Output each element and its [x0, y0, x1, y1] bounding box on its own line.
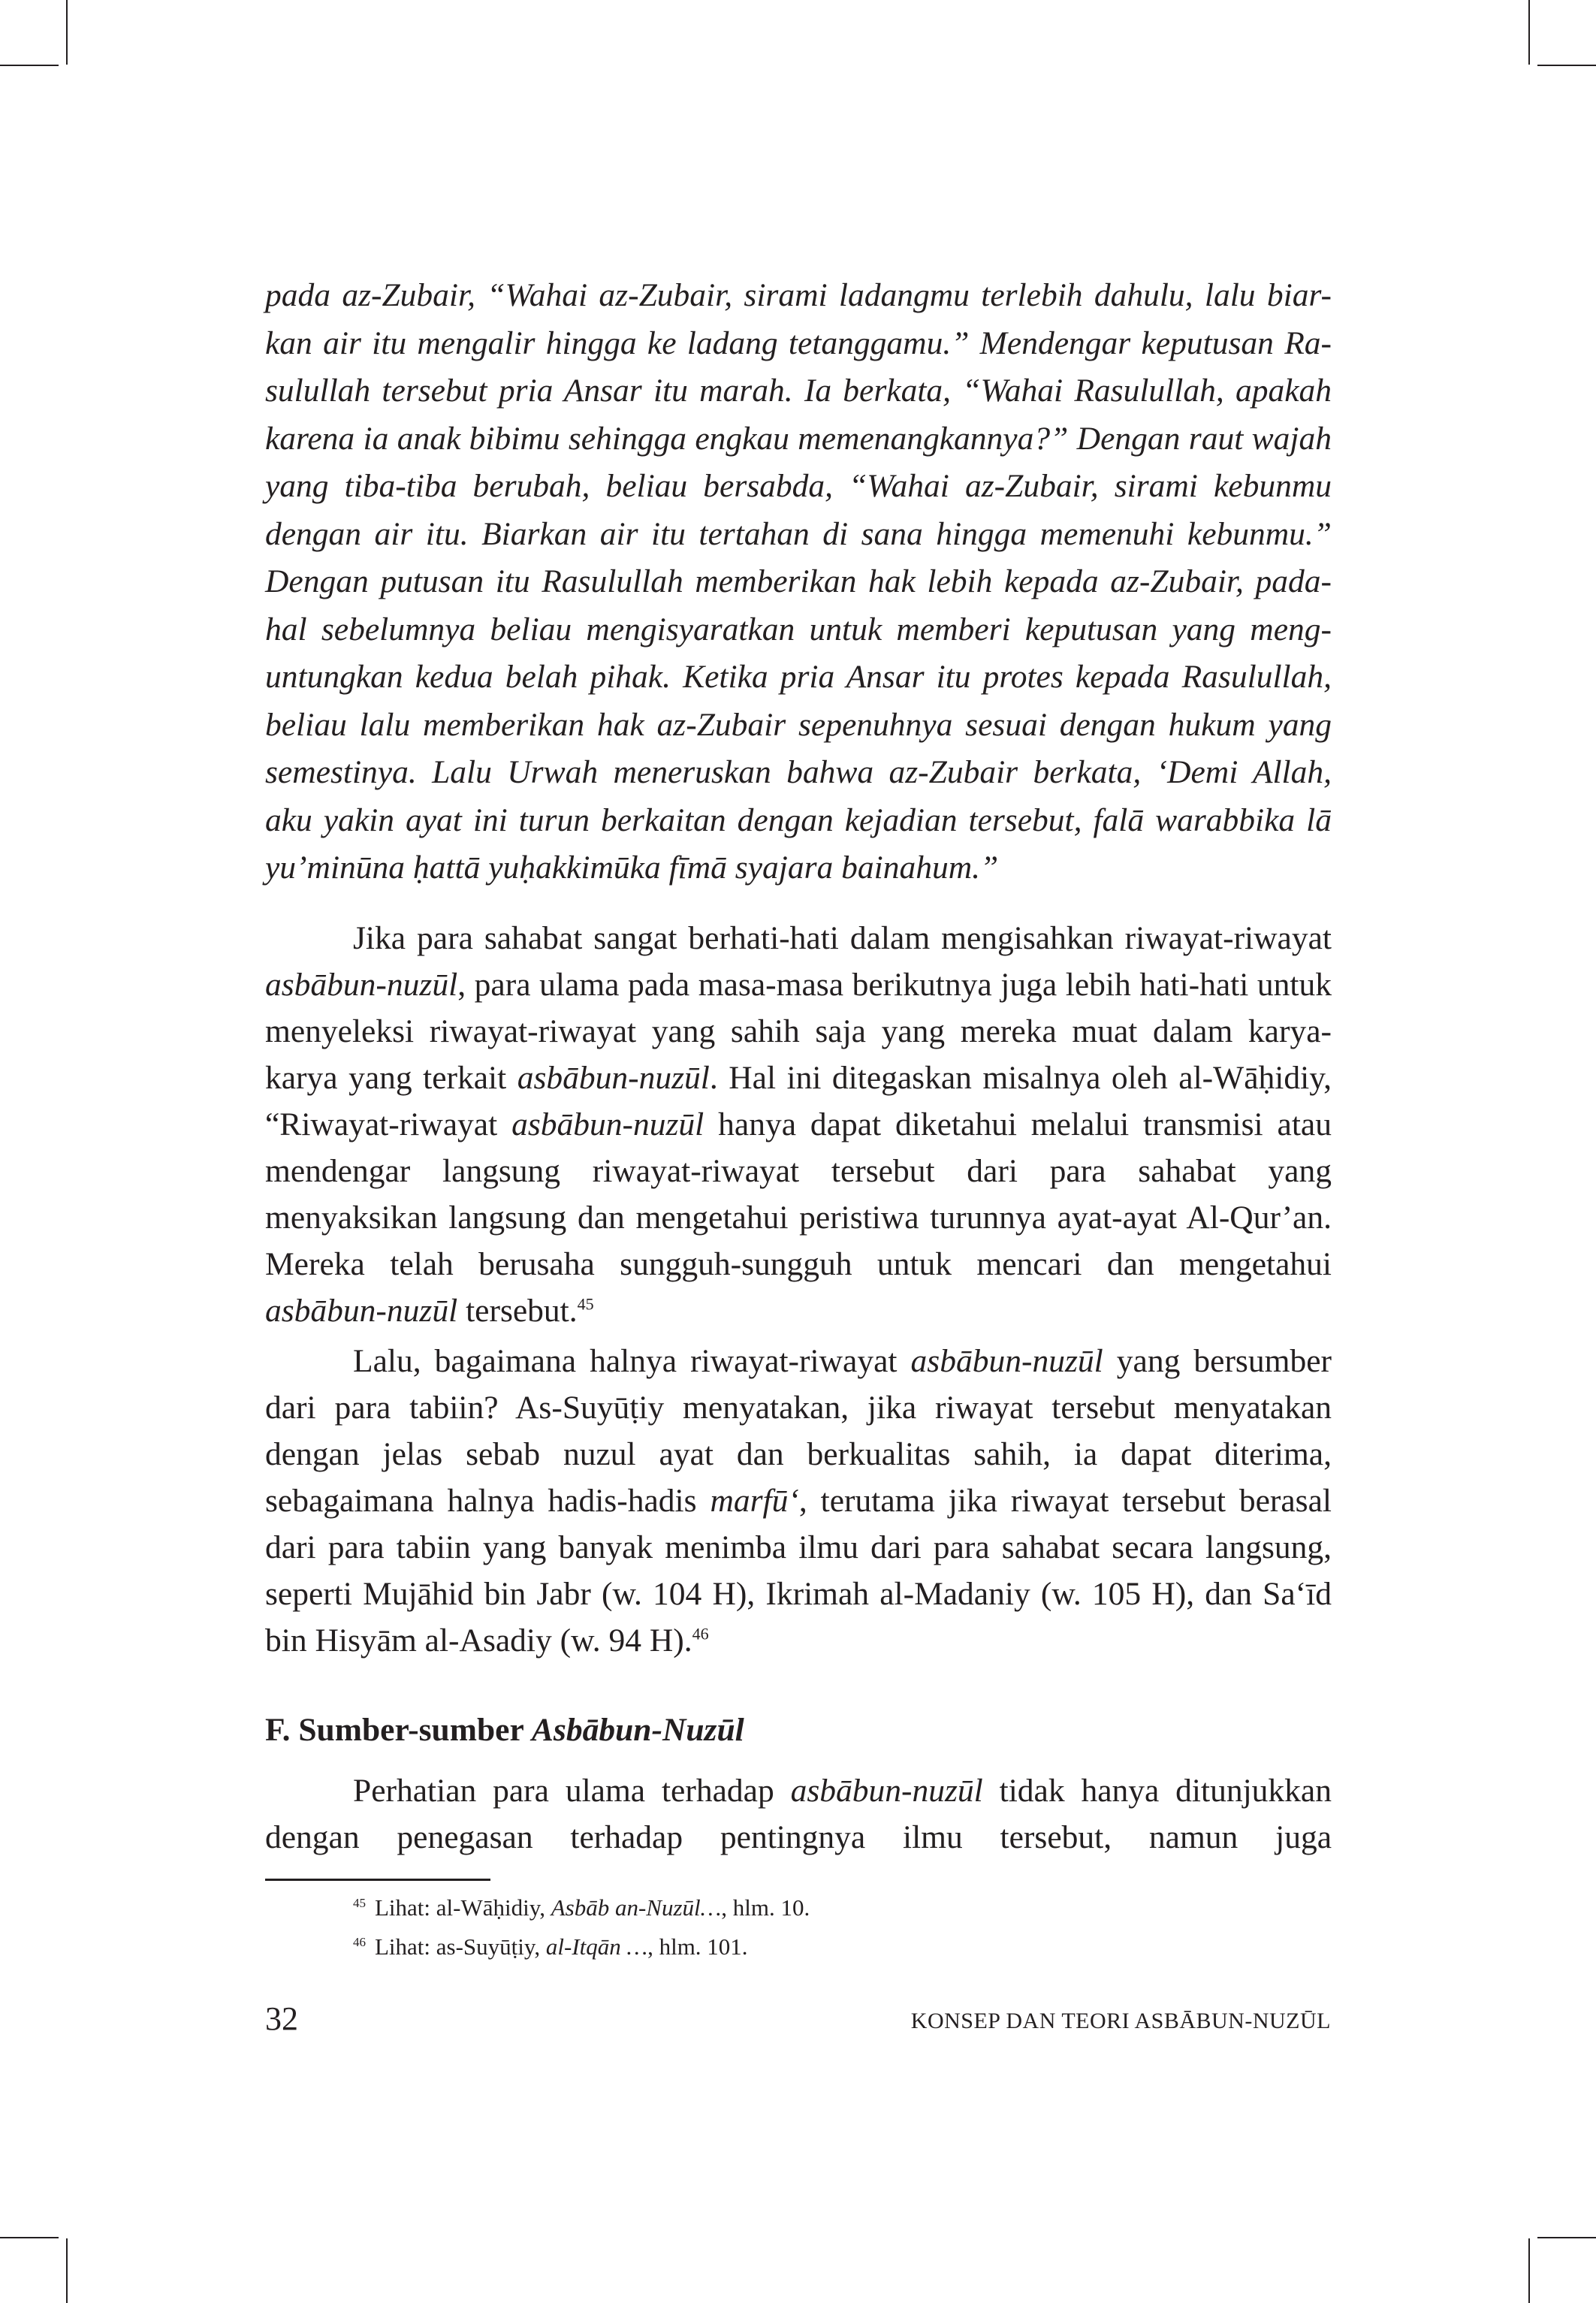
- paragraph-text: Lalu, bagaimana halnya riwayat-riwayat asbābun-nuzūl yang bersumber dari para tabiin? As-Suyūṭiy menyatakan, jika riwayat tersebut menyatakan dengan jelas sebab nuzul ayat dan berkualitas sahih, ia dapat diterima, sebagaimana halnya hadis-hadis marfū‘, terutama jika riwayat tersebut berasal dari para tabiin yang banyak menimba ilmu dari para sahabat secara langsung, seperti Mujāhid bin Jabr (w. 104 H), Ikrimah al-Madaniy (w. 105 H), dan Sa‘īd bin Hisyām al-Asadiy (w. 94 H).$^{46}$: [265, 1343, 1332, 1659]
- crop-mark-top-left-horizontal: [0, 65, 59, 66]
- quote-line: Dengan putusan itu Rasulullah memberikan hak lebih kepada az-Zubair, pada-: [265, 563, 1332, 599]
- quote-line: karena ia anak bibimu sehingga engkau memenangkannya?” Dengan raut wajah: [265, 420, 1332, 457]
- footnote-ref-45[interactable]: 45: [577, 1294, 594, 1314]
- quote-line: pada az-Zubair, “Wahai az-Zubair, sirami ladangmu terlebih dahulu, lalu biar-: [265, 277, 1332, 313]
- section-heading-f: [265, 1707, 1332, 1753]
- crop-mark-top-right-horizontal: [1537, 65, 1596, 66]
- quote-line: sulullah tersebut pria Ansar itu marah. Ia berkata, “Wahai Rasulullah, apakah: [265, 373, 1332, 409]
- crop-mark-bottom-right-horizontal: [1537, 2237, 1596, 2238]
- term-asbabun-nuzul: asbābun-nuzūl: [265, 1293, 458, 1329]
- footnote-45: $^{45}$ Lihat: al-Wāḥidiy, Asbāb an-Nuzūl…, hlm. 10.: [353, 1894, 810, 1921]
- term-asbabun-nuzul: asbābun-nuzūl: [517, 1060, 710, 1096]
- footnotes: [353, 1888, 1329, 1966]
- crop-mark-bottom-right-vertical: [1528, 2238, 1530, 2303]
- quote-line: yang tiba-tiba berubah, beliau bersabda, “Wahai az-Zubair, sirami kebunmu: [265, 468, 1332, 504]
- crop-mark-top-left-vertical: [66, 0, 68, 65]
- term-asbabun-nuzul: asbābun-nuzūl: [511, 1106, 704, 1142]
- footnote-number: 46: [353, 1934, 366, 1949]
- quote-line: dengan air itu. Biarkan air itu tertahan di sana hingga memenuhi kebunmu.”: [265, 515, 1332, 552]
- term-asbabun-nuzul: asbābun-nuzūl: [790, 1773, 983, 1809]
- paragraph-text: Perhatian para ulama terhadap asbābun-nuzūl tidak hanya ditunjukkan dengan penegasan terhadap pentingnya ilmu tersebut, namun juga: [265, 1773, 1332, 1855]
- paragraph-ulama-attention: [265, 1767, 1332, 1861]
- paragraph-text: Jika para sahabat sangat berhati-hati dalam mengisahkan riwayat-riwayat asbābun-nuzūl, para ulama pada masa-masa berikutnya juga lebih hati-hati untuk menyeleksi riwayat-riwayat yang sahih saja yang mereka muat dalam karya-karya yang terkait asbābun-nuzūl. Hal ini ditegaskan misalnya oleh al-Wāḥidiy, “Riwayat-riwayat asbābun-nuzūl hanya dapat diketahui melalui transmisi atau mendengar langsung riwayat-riwayat tersebut dari para sahabat yang menyaksikan langsung dan mengetahui peristiwa turunnya ayat-ayat Al-Qur’an. Mereka telah berusaha sungguh-sungguh untuk mencari dan mengetahui asbābun-nuzūl tersebut.$^{45}$: [265, 920, 1332, 1329]
- footnote-ref-46[interactable]: 46: [692, 1624, 709, 1643]
- hadith-quote-block: [265, 272, 1332, 892]
- quote-line: beliau lalu memberikan hak az-Zubair sepenuhnya sesuai dengan hukum yang: [265, 706, 1332, 743]
- footnote-source-title: Asbāb an-Nuzūl…: [551, 1894, 722, 1921]
- crop-mark-top-right-vertical: [1528, 0, 1530, 65]
- quote-line: kan air itu mengalir hingga ke ladang tetanggamu.” Mendengar keputusan Ra-: [265, 324, 1332, 361]
- footnote-number: 45: [353, 1895, 366, 1910]
- footnote-divider: [265, 1879, 490, 1881]
- paragraph-sahabat-caution: [265, 915, 1332, 1334]
- term-asbabun-nuzul: asbābun-nuzūl: [910, 1343, 1103, 1379]
- term-marfu: marfū‘: [710, 1483, 799, 1519]
- running-title: KONSEP DAN TEORI ASBĀBUN-NUZŪL: [910, 2009, 1331, 2033]
- crop-mark-bottom-left-vertical: [66, 2238, 68, 2303]
- quote-line: hal sebelumnya beliau mengisyaratkan untuk memberi keputusan yang meng-: [265, 611, 1332, 647]
- quote-line: untungkan kedua belah pihak. Ketika pria Ansar itu protes kepada Rasulullah,: [265, 659, 1332, 695]
- term-asbabun-nuzul: asbābun-nuzūl: [265, 967, 458, 1003]
- quote-line: yu’minūna ḥattā yuḥakkimūka fīmā syajara bainahum.”: [265, 850, 999, 886]
- page-number: 32: [265, 2000, 298, 2037]
- quote-line: aku yakin ayat ini turun berkaitan dengan kejadian tersebut, falā warabbika lā: [265, 801, 1332, 838]
- footnote-source-title: al-Itqān …: [545, 1933, 648, 1960]
- heading-prefix: F. Sumber-sumber: [265, 1712, 532, 1748]
- heading-term: Asbābun-Nuzūl: [531, 1712, 744, 1748]
- quote-line: semestinya. Lalu Urwah meneruskan bahwa az-Zubair berkata, ‘Demi Allah,: [265, 754, 1332, 790]
- footnote-46: $^{46}$ Lihat: as-Suyūṭiy, al-Itqān …, hlm. 101.: [353, 1933, 748, 1960]
- paragraph-tabiin-narrations: [265, 1338, 1332, 1664]
- crop-mark-bottom-left-horizontal: [0, 2237, 59, 2238]
